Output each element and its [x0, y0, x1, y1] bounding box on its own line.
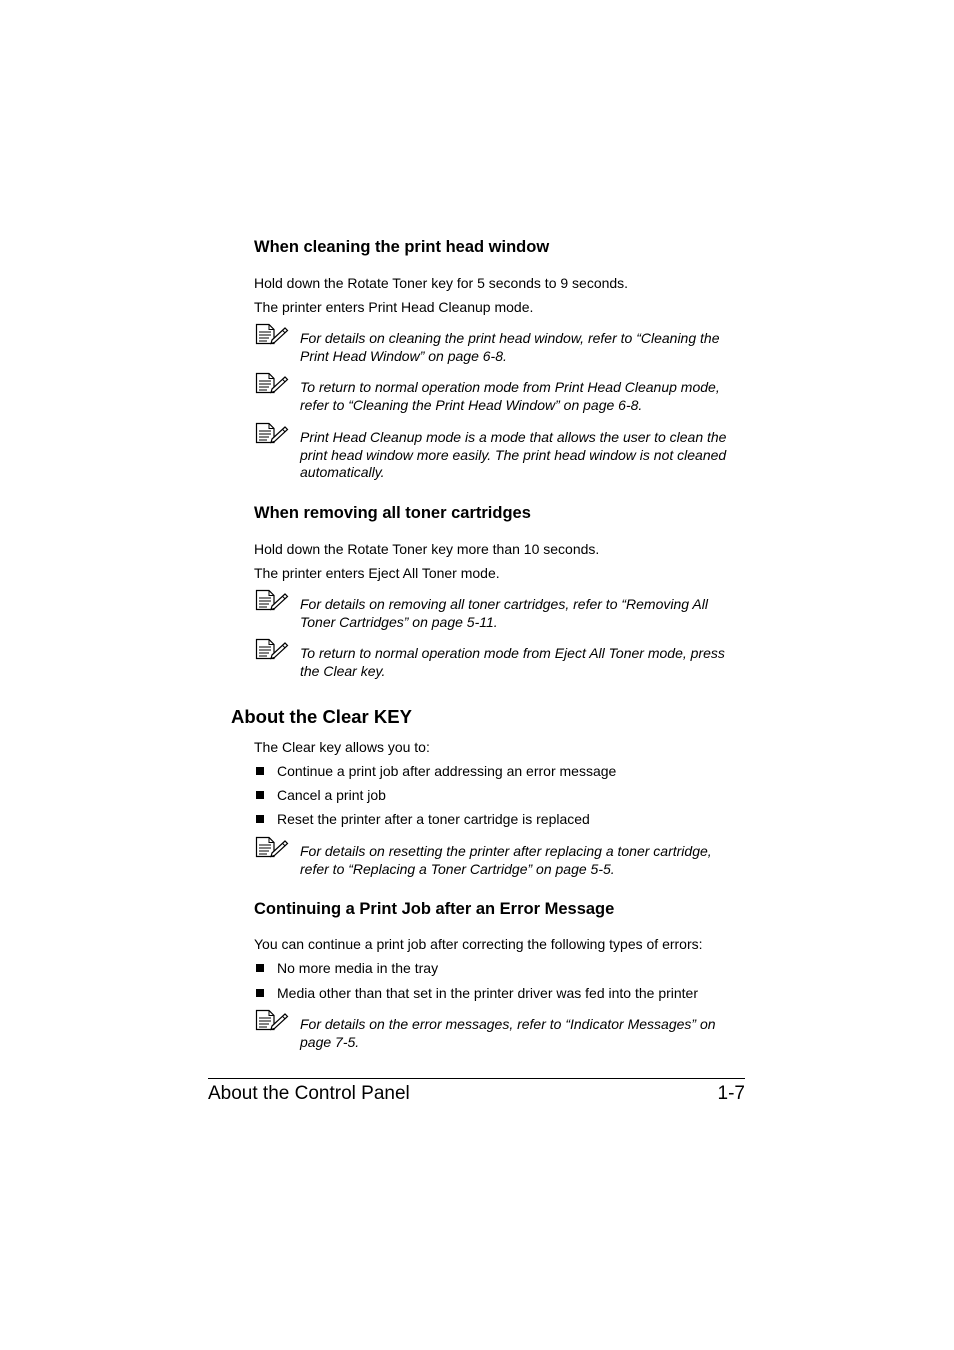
square-bullet-icon	[256, 791, 264, 799]
list-item: No more media in the tray	[277, 960, 439, 976]
list-item: Cancel a print job	[277, 787, 386, 803]
note-text: For details on the error messages, refer to “Indicator Messages” on page 7-5.	[300, 1016, 716, 1050]
note-text: Print Head Cleanup mode is a mode that allows the user to clean the print head window more easily. The print head window is not cleaned automatically.	[300, 429, 727, 480]
heading-continuing: Continuing a Print Job after an Error Message	[254, 900, 615, 918]
note-text: To return to normal operation mode from Eject All Toner mode, press the Clear key.	[300, 645, 725, 679]
square-bullet-icon	[256, 989, 264, 997]
paragraph: The printer enters Eject All Toner mode.	[254, 565, 500, 581]
note-pencil-icon	[255, 836, 289, 858]
note-pencil-icon	[255, 422, 289, 444]
paragraph: Hold down the Rotate Toner key for 5 seconds to 9 seconds.	[254, 275, 629, 291]
list-item: Reset the printer after a toner cartridge is replaced	[277, 811, 590, 827]
list-item: Media other than that set in the printer driver was fed into the printer	[277, 985, 699, 1001]
note-text: To return to normal operation mode from Print Head Cleanup mode, refer to “Cleaning the Print Head Window” on page 6-8.	[300, 379, 720, 413]
heading-cleaning: When cleaning the print head window	[254, 238, 550, 256]
note-pencil-icon	[255, 638, 289, 660]
footer-title: About the Control Panel	[208, 1083, 410, 1104]
paragraph: Hold down the Rotate Toner key more than 10 seconds.	[254, 541, 600, 557]
heading-removing: When removing all toner cartridges	[254, 504, 531, 522]
square-bullet-icon	[256, 964, 264, 972]
paragraph: You can continue a print job after correcting the following types of errors:	[254, 936, 703, 952]
square-bullet-icon	[256, 815, 264, 823]
paragraph: The Clear key allows you to:	[254, 739, 430, 755]
footer-rule	[208, 1078, 745, 1079]
note-text: For details on removing all toner cartridges, refer to “Removing All Toner Cartridges” on page 5-11.	[300, 596, 708, 630]
note-text: For details on cleaning the print head window, refer to “Cleaning the Print Head Window” on page 6-8.	[300, 330, 720, 364]
paragraph: The printer enters Print Head Cleanup mode.	[254, 299, 534, 315]
note-pencil-icon	[255, 589, 289, 611]
note-pencil-icon	[255, 372, 289, 394]
note-text: For details on resetting the printer after replacing a toner cartridge, refer to “Replacing a Toner Cartridge” on page 5-5.	[300, 843, 712, 877]
list-item: Continue a print job after addressing an error message	[277, 763, 617, 779]
note-pencil-icon	[255, 323, 289, 345]
square-bullet-icon	[256, 767, 264, 775]
heading-clear-key: About the Clear KEY	[231, 706, 412, 727]
note-pencil-icon	[255, 1009, 289, 1031]
page-number: 1-7	[717, 1083, 745, 1104]
